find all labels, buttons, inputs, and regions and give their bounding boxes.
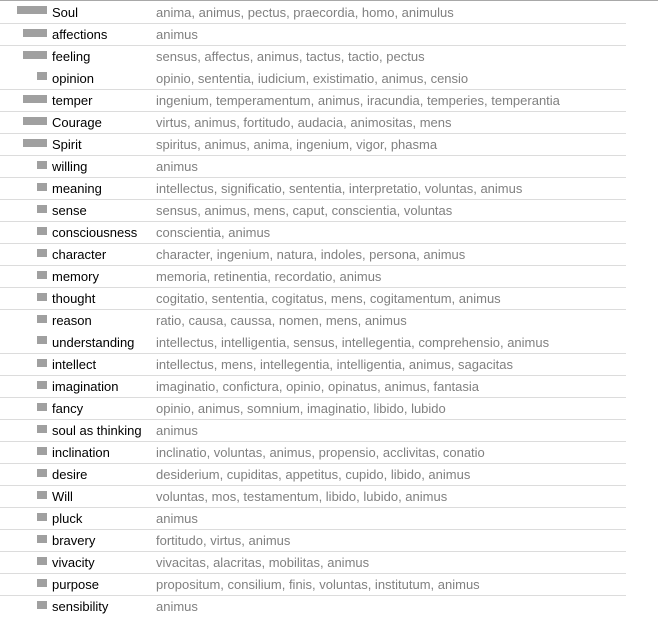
translation-list xyxy=(0,1,626,617)
frequency-bar-cell xyxy=(0,207,47,215)
frequency-bar-icon xyxy=(37,425,47,433)
translations-text: intellectus, significatio, sententia, interpretatio, voluntas, animus xyxy=(156,181,523,196)
dictionary-row xyxy=(0,111,626,133)
frequency-bar-cell xyxy=(0,251,47,259)
translations-text: conscientia, animus xyxy=(156,225,271,240)
translations-text: fortitudo, virtus, animus xyxy=(156,533,291,548)
dictionary-row xyxy=(0,309,626,331)
translations-text: virtus, animus, fortitudo, audacia, animositas, mens xyxy=(156,115,452,130)
frequency-bar-cell xyxy=(0,119,47,127)
term-link[interactable]: understanding xyxy=(52,334,135,350)
frequency-bar-icon xyxy=(37,161,47,169)
term-link[interactable]: temper xyxy=(52,93,93,108)
frequency-bar-cell xyxy=(0,603,47,611)
dictionary-row xyxy=(0,199,626,221)
term-link[interactable]: Will xyxy=(52,489,73,504)
term-link[interactable]: feeling xyxy=(52,49,91,64)
term-link[interactable]: vivacity xyxy=(52,555,95,570)
frequency-bar-cell xyxy=(0,537,47,545)
term-link[interactable]: intellect xyxy=(52,357,97,372)
translations-text: animus xyxy=(156,27,198,42)
frequency-bar-icon xyxy=(37,205,47,213)
translations-text: cogitatio, sententia, cogitatus, mens, cogitamentum, animus xyxy=(156,291,501,306)
frequency-bar-cell xyxy=(0,361,47,369)
dictionary-row xyxy=(0,133,626,155)
term-link[interactable]: affections xyxy=(52,27,108,42)
frequency-bar-icon xyxy=(37,249,47,257)
dictionary-row xyxy=(0,155,626,177)
translations-text: animus xyxy=(156,159,198,174)
frequency-bar-cell xyxy=(0,515,47,523)
translations-text: imaginatio, confictura, opinio, opinatus, animus, fantasia xyxy=(156,379,480,394)
dictionary-row xyxy=(0,331,626,353)
term-link[interactable]: reason xyxy=(52,313,92,328)
frequency-bar-cell xyxy=(0,185,47,193)
frequency-bar-cell xyxy=(0,471,47,479)
translations-text: opinio, animus, somnium, imaginatio, libido, lubido xyxy=(156,401,446,416)
term-link[interactable]: imagination xyxy=(52,379,119,394)
frequency-bar-icon xyxy=(37,403,47,411)
dictionary-row xyxy=(0,243,626,265)
dictionary-row xyxy=(0,353,626,375)
term-link[interactable]: fancy xyxy=(52,401,84,416)
term-link[interactable]: bravery xyxy=(52,533,96,548)
translations-text: propositum, consilium, finis, voluntas, institutum, animus xyxy=(156,577,480,592)
translations-text: animus xyxy=(156,511,198,526)
dictionary-row xyxy=(0,265,626,287)
translations-text: intellectus, mens, intellegentia, intelligentia, animus, sagacitas xyxy=(156,357,513,372)
frequency-bar-icon xyxy=(23,139,47,147)
frequency-bar-cell xyxy=(0,338,47,346)
frequency-bar-cell xyxy=(0,581,47,589)
frequency-bar-icon xyxy=(37,601,47,609)
frequency-bar-cell xyxy=(0,449,47,457)
frequency-bar-icon xyxy=(23,29,47,37)
frequency-bar-cell xyxy=(0,74,47,82)
frequency-bar-icon xyxy=(37,557,47,565)
dictionary-row xyxy=(0,507,626,529)
translations-text: spiritus, animus, anima, ingenium, vigor, phasma xyxy=(156,137,438,152)
term-link[interactable]: inclination xyxy=(52,445,110,460)
translations-text: vivacitas, alacritas, mobilitas, animus xyxy=(156,555,370,570)
term-link[interactable]: willing xyxy=(52,159,88,174)
term-link[interactable]: pluck xyxy=(52,511,83,526)
frequency-bar-icon xyxy=(37,183,47,191)
term-link[interactable]: Courage xyxy=(52,115,102,130)
frequency-bar-cell xyxy=(0,31,47,39)
term-link[interactable]: Spirit xyxy=(52,137,82,152)
frequency-bar-cell xyxy=(0,163,47,171)
frequency-bar-icon xyxy=(37,491,47,499)
dictionary-row xyxy=(0,529,626,551)
frequency-bar-cell xyxy=(0,97,47,105)
term-link[interactable]: character xyxy=(52,247,107,262)
frequency-bar-icon xyxy=(37,293,47,301)
frequency-bar-cell xyxy=(0,405,47,413)
frequency-bar-cell xyxy=(0,427,47,435)
dictionary-row xyxy=(0,89,626,111)
dictionary-row xyxy=(0,595,626,617)
translations-text: animus xyxy=(156,599,198,614)
term-link[interactable]: Soul xyxy=(52,4,79,20)
dictionary-row xyxy=(0,23,626,45)
translations-text: ratio, causa, caussa, nomen, mens, animus xyxy=(156,313,407,328)
dictionary-row xyxy=(0,45,626,67)
translations-text: character, ingenium, natura, indoles, persona, animus xyxy=(156,247,466,262)
translations-text: anima, animus, pectus, praecordia, homo, animulus xyxy=(156,4,454,20)
dictionary-row xyxy=(0,177,626,199)
dictionary-row xyxy=(0,419,626,441)
frequency-bar-cell xyxy=(0,141,47,149)
translations-text: inclinatio, voluntas, animus, propensio, acclivitas, conatio xyxy=(156,445,485,460)
translations-text: memoria, retinentia, recordatio, animus xyxy=(156,269,382,284)
frequency-bar-cell xyxy=(0,53,47,61)
frequency-bar-cell xyxy=(0,229,47,237)
frequency-bar-icon xyxy=(37,535,47,543)
dictionary-row xyxy=(0,397,626,419)
translations-text: sensus, affectus, animus, tactus, tactio, pectus xyxy=(156,49,425,64)
dictionary-row xyxy=(0,221,626,243)
term-link[interactable]: sense xyxy=(52,203,87,218)
term-link[interactable]: meaning xyxy=(52,181,102,196)
term-link[interactable]: thought xyxy=(52,291,96,306)
dictionary-row xyxy=(0,573,626,595)
frequency-bar-cell xyxy=(0,317,47,325)
term-link[interactable]: sensibility xyxy=(52,599,109,614)
frequency-bar-icon xyxy=(37,336,47,344)
dictionary-row xyxy=(0,441,626,463)
frequency-bar-cell xyxy=(0,493,47,501)
frequency-bar-icon xyxy=(37,381,47,389)
term-link[interactable]: purpose xyxy=(52,577,99,592)
translations-text: sensus, animus, mens, caput, conscientia, voluntas xyxy=(156,203,453,218)
frequency-bar-icon xyxy=(23,117,47,125)
translations-text: ingenium, temperamentum, animus, iracundia, temperies, temperantia xyxy=(156,93,560,108)
frequency-bar-cell xyxy=(0,273,47,281)
translations-text: intellectus, intelligentia, sensus, intellegentia, comprehensio, animus xyxy=(156,334,550,350)
frequency-bar-icon xyxy=(37,227,47,235)
frequency-bar-icon xyxy=(37,579,47,587)
frequency-bar-cell xyxy=(0,559,47,567)
translations-text: desiderium, cupiditas, appetitus, cupido, libido, animus xyxy=(156,467,471,482)
dictionary-row xyxy=(0,287,626,309)
dictionary-row xyxy=(0,67,626,89)
term-link[interactable]: consciousness xyxy=(52,225,138,240)
frequency-bar-cell xyxy=(0,8,47,16)
frequency-bar-icon xyxy=(37,72,47,80)
translations-text: opinio, sententia, iudicium, existimatio, animus, censio xyxy=(156,70,469,86)
frequency-bar-icon xyxy=(37,447,47,455)
frequency-bar-cell xyxy=(0,295,47,303)
frequency-bar-icon xyxy=(37,271,47,279)
frequency-bar-icon xyxy=(37,315,47,323)
dictionary-row xyxy=(0,375,626,397)
term-link[interactable]: soul as thinking xyxy=(52,423,142,438)
translations-text: animus xyxy=(156,423,198,438)
frequency-bar-icon xyxy=(37,469,47,477)
dictionary-row xyxy=(0,485,626,507)
term-link[interactable]: memory xyxy=(52,269,99,284)
dictionary-row xyxy=(0,463,626,485)
frequency-bar-icon xyxy=(23,51,47,59)
frequency-bar-cell xyxy=(0,383,47,391)
dictionary-row xyxy=(0,551,626,573)
frequency-bar-icon xyxy=(37,359,47,367)
term-link[interactable]: opinion xyxy=(52,70,94,86)
dictionary-row xyxy=(0,1,626,23)
frequency-bar-icon xyxy=(17,6,47,14)
frequency-bar-icon xyxy=(37,513,47,521)
term-link[interactable]: desire xyxy=(52,467,88,482)
translations-text: voluntas, mos, testamentum, libido, lubido, animus xyxy=(156,489,448,504)
frequency-bar-icon xyxy=(23,95,47,103)
